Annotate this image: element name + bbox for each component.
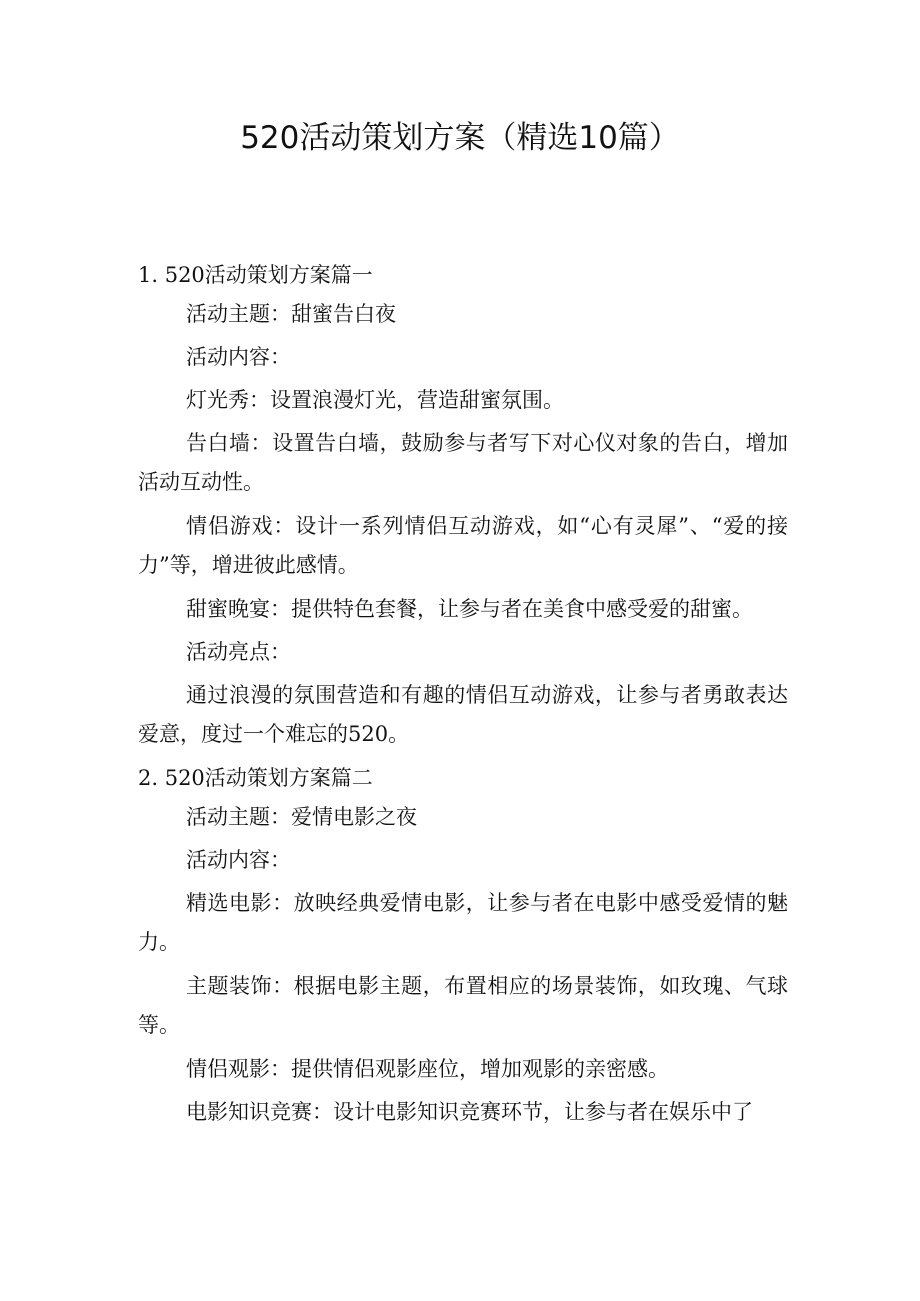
document-title: 520活动策划方案（精选10篇） xyxy=(240,120,680,156)
section-heading: 2. 520活动策划方案篇二 xyxy=(138,766,373,790)
paragraph: 活动亮点： xyxy=(186,640,291,664)
paragraph: 主题装饰：根据电影主题，布置相应的场景装饰，如玫瑰、气球等。 xyxy=(138,974,788,1037)
paragraph: 活动主题：甜蜜告白夜 xyxy=(186,302,396,326)
paragraph: 甜蜜晚宴：提供特色套餐，让参与者在美食中感受爱的甜蜜。 xyxy=(186,597,753,621)
paragraph: 情侣游戏：设计一系列情侣互动游戏，如“心有灵犀”、“爱的接力”等，增进彼此感情。 xyxy=(138,514,788,577)
section-heading: 1. 520活动策划方案篇一 xyxy=(138,263,373,287)
paragraph: 活动内容： xyxy=(186,345,291,369)
paragraph: 活动主题：爱情电影之夜 xyxy=(186,805,417,829)
paragraph: 精选电影：放映经典爱情电影，让参与者在电影中感受爱情的魅力。 xyxy=(138,891,788,954)
document-body xyxy=(138,256,788,1136)
paragraph: 灯光秀：设置浪漫灯光，营造甜蜜氛围。 xyxy=(186,388,564,412)
paragraph: 告白墙：设置告白墙，鼓励参与者写下对心仪对象的告白，增加活动互动性。 xyxy=(138,431,788,494)
paragraph: 活动内容： xyxy=(186,848,291,872)
paragraph: 电影知识竞赛：设计电影知识竞赛环节，让参与者在娱乐中了 xyxy=(186,1100,753,1124)
paragraph: 情侣观影：提供情侣观影座位，增加观影的亲密感。 xyxy=(186,1057,669,1081)
paragraph: 通过浪漫的氛围营造和有趣的情侣互动游戏，让参与者勇敢表达爱意，度过一个难忘的520。 xyxy=(138,683,788,746)
